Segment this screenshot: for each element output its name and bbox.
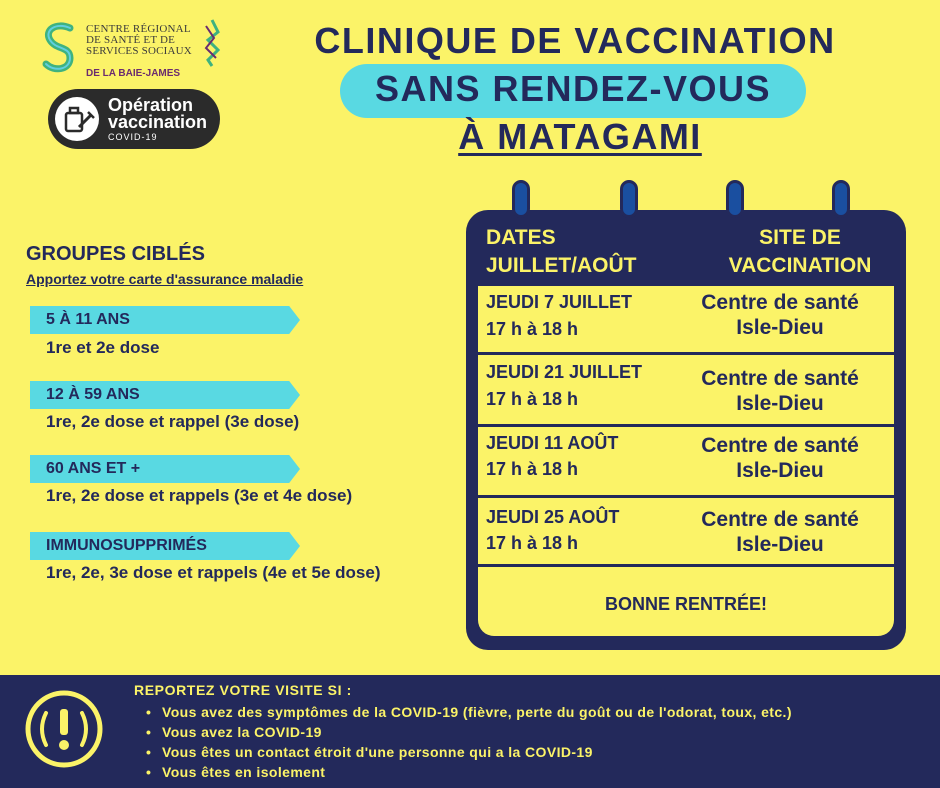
group-doses: 1re, 2e dose et rappel (3e dose) [46, 412, 300, 431]
calendar-row-date: JEUDI 25 AOÛT [486, 507, 620, 527]
title-line-2: SANS RENDEZ-VOUS [374, 68, 772, 109]
groups-subtitle: Apportez votre carte d'assurance maladie [26, 271, 304, 287]
calendar-footer: BONNE RENTRÉE! [604, 594, 767, 614]
badge-line-3: COVID-19 [108, 132, 158, 142]
calendar-row-site: Centre de santé Isle-Dieu [701, 434, 859, 482]
list-item: • Vous êtes en isolement [146, 764, 326, 780]
badge-line-1: Opération [108, 95, 194, 115]
title-line-1: CLINIQUE DE VACCINATION [314, 20, 836, 61]
calendar-row-divider [478, 424, 894, 427]
list-item: • Vous êtes un contact étroit d'une personne qui a la COVID-19 [146, 744, 593, 760]
badge-line-2: vaccination [108, 112, 208, 132]
warning-icon [24, 689, 104, 769]
calendar-row-time: 17 h à 18 h [486, 389, 579, 409]
calendar-row-site: Centre de santé Isle-Dieu [701, 291, 859, 339]
calendar-row-divider [478, 564, 894, 567]
crsss-region: DE LA BAIE-JAMES [86, 68, 181, 79]
groups-title: GROUPES CIBLÉS [26, 243, 205, 265]
banner-list [146, 702, 792, 782]
calendar-row-site: Centre de santé Isle-Dieu [701, 367, 859, 415]
calendar-header-dates: DATES JUILLET/AOÛT [486, 226, 637, 277]
calendar-row-divider [478, 352, 894, 355]
list-item: • Vous avez la COVID-19 [146, 724, 322, 740]
group-label: 60 ANS ET + [46, 460, 141, 477]
crsss-logo-icon [40, 20, 84, 78]
list-item: • Vous avez des symptômes de la COVID-19 (fièvre, perte du goût ou de l'odorat, toux, etc.) [146, 704, 792, 720]
group-doses: 1re et 2e dose [46, 338, 160, 357]
calendar-ring [512, 180, 530, 218]
group-label: 5 À 11 ANS [46, 311, 130, 328]
title-line-3: À MATAGAMI [458, 116, 702, 157]
group-label: IMMUNOSUPPRIMÉS [46, 537, 207, 554]
calendar-row-time: 17 h à 18 h [486, 459, 579, 479]
group-doses: 1re, 2e dose et rappels (3e et 4e dose) [46, 486, 353, 505]
operation-vaccination-badge [48, 89, 220, 149]
calendar-row-divider [478, 495, 894, 498]
calendar-row-date: JEUDI 21 JUILLET [486, 362, 643, 382]
calendar-row-date: JEUDI 11 AOÛT [486, 433, 619, 453]
calendar-ring [726, 180, 744, 218]
crsss-emblem-icon [200, 18, 224, 68]
calendar-row-site: Centre de santé Isle-Dieu [701, 508, 859, 556]
banner-title: REPORTEZ VOTRE VISITE SI : [134, 682, 352, 698]
calendar-ring [832, 180, 850, 218]
crsss-org-name: CENTRE RÉGIONAL DE SANTÉ ET DE SERVICES SOCIAUX [86, 23, 192, 57]
group-label: 12 À 59 ANS [46, 386, 140, 403]
calendar-row-time: 17 h à 18 h [486, 319, 579, 339]
calendar-header-site: SITE DE VACCINATION [728, 226, 872, 277]
group-doses: 1re, 2e, 3e dose et rappels (4e et 5e dose) [46, 563, 381, 582]
calendar-ring [620, 180, 638, 218]
calendar-row-date: JEUDI 7 JUILLET [486, 292, 633, 312]
calendar-row-time: 17 h à 18 h [486, 533, 579, 553]
syringe-icon [55, 97, 99, 141]
